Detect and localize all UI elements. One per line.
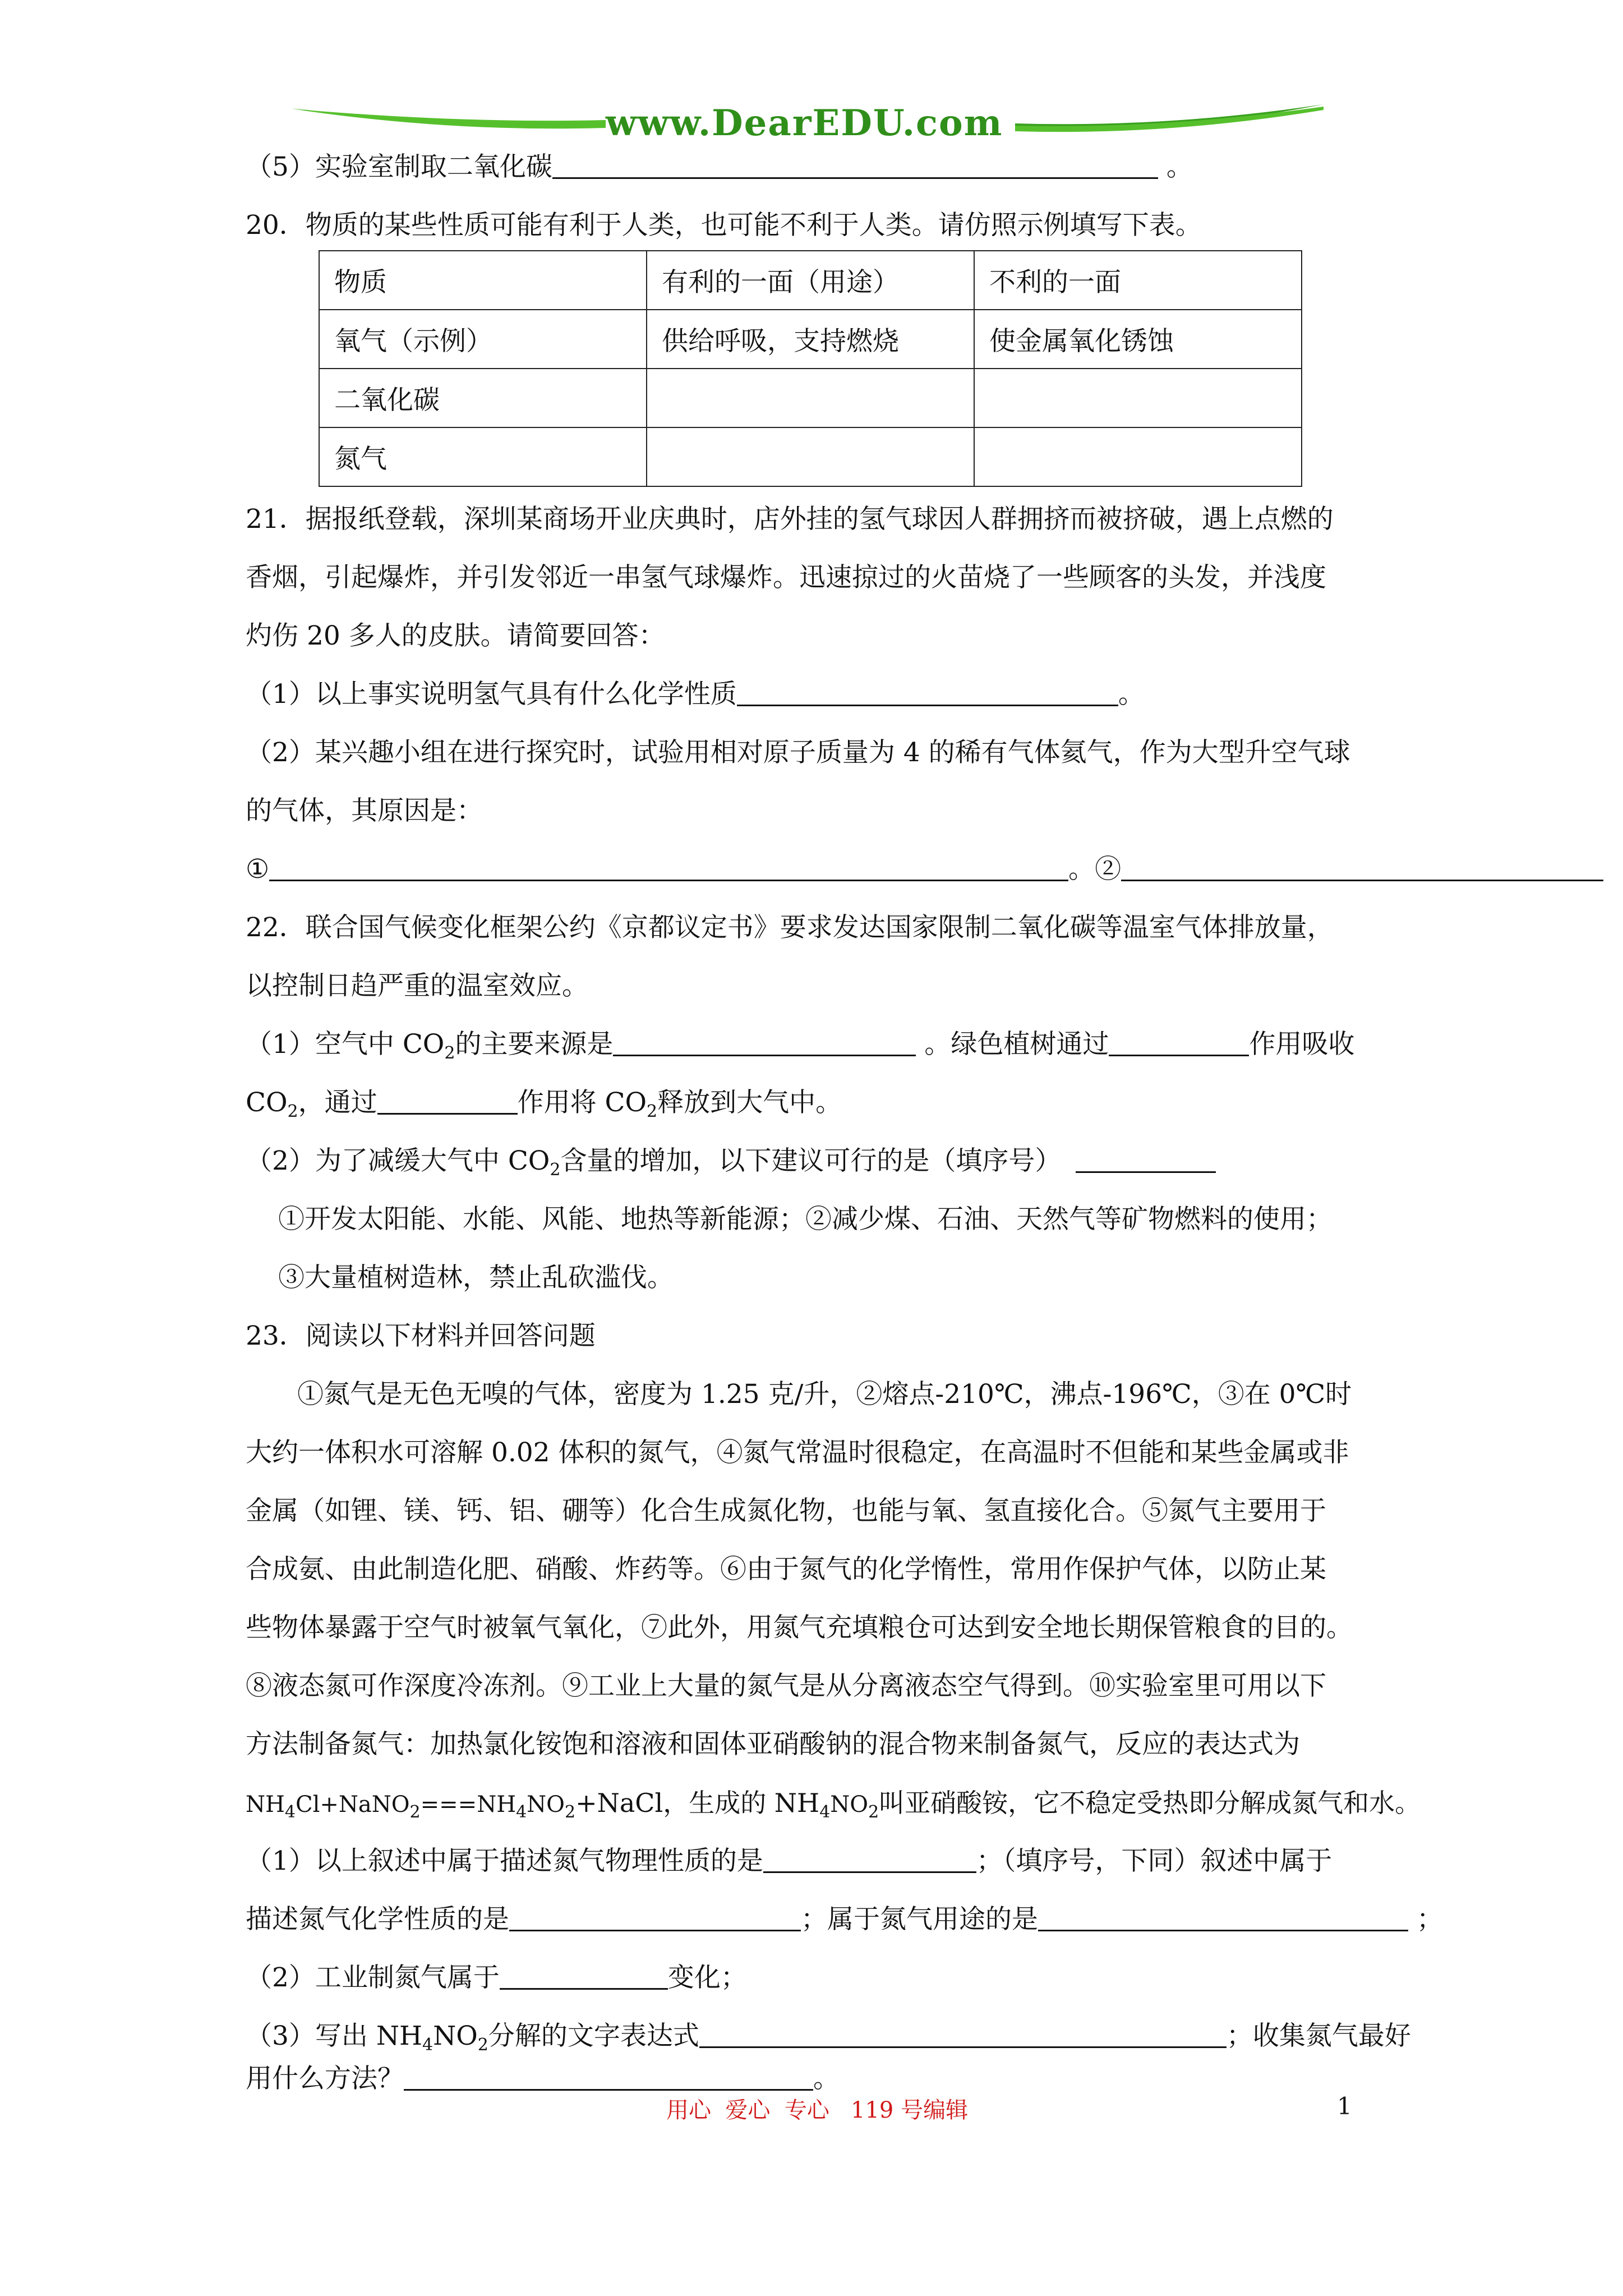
subscript: 4 xyxy=(819,1802,831,1822)
site-logo: www.DearEDU.com xyxy=(606,102,1003,144)
table-header-cell: 物质 xyxy=(319,251,647,310)
text: NO xyxy=(433,2021,478,2051)
q21-line3: 灼伤 20 多人的皮肤。请简要回答： xyxy=(246,620,665,651)
text: （2）工业制氮气属于 xyxy=(246,1962,500,1993)
table-cell-answer[interactable] xyxy=(974,427,1302,486)
answer-blank[interactable] xyxy=(613,1030,916,1056)
text: （5）实验室制取二氧化碳 xyxy=(246,151,552,182)
text: （1）以上事实说明氢气具有什么化学性质 xyxy=(246,679,737,710)
table-row xyxy=(319,369,1302,427)
q21-sub1 xyxy=(246,678,1145,711)
table-header-row xyxy=(319,251,1302,310)
text: ① xyxy=(246,854,270,885)
table-cell: 二氧化碳 xyxy=(319,369,647,427)
text: 作用吸收 xyxy=(1249,1029,1355,1060)
text: ；（填序号，下同）叙述中属于 xyxy=(976,1846,1332,1876)
header-banner xyxy=(292,95,1324,157)
table-header-cell: 不利的一面 xyxy=(974,251,1302,310)
answer-blank[interactable] xyxy=(404,2064,813,2091)
q23-prompt: 23．阅读以下材料并回答问题 xyxy=(246,1320,596,1351)
subscript: 2 xyxy=(550,1160,561,1180)
table-row xyxy=(319,310,1302,369)
q22-line1: 22．联合国气候变化框架公约《京都议定书》要求发达国家限制二氧化碳等温室气体排放量， xyxy=(246,912,1334,943)
q20-prompt: 20．物质的某些性质可能有利于人类，也可能不利于人类。请仿照示例填写下表。 xyxy=(246,210,1202,241)
text: 。绿色植树通过 xyxy=(916,1029,1109,1060)
subscript: 4 xyxy=(516,1802,527,1822)
q22-options1: ①开发太阳能、水能、风能、地热等新能源；②减少煤、石油、天然气等矿物燃料的使用； xyxy=(278,1204,1332,1235)
table-row xyxy=(319,427,1302,486)
subscript: 2 xyxy=(444,1043,455,1063)
q23-sub1-cont xyxy=(246,1903,1443,1936)
text: CO xyxy=(246,1087,288,1118)
page-number: 1 xyxy=(1337,2092,1352,2120)
table-cell-answer[interactable] xyxy=(974,369,1302,427)
answer-blank[interactable] xyxy=(1076,1147,1216,1173)
q20-table xyxy=(319,250,1302,487)
answer-blank[interactable] xyxy=(737,680,1118,706)
text: 的主要来源是 xyxy=(455,1029,614,1060)
text: ，通过 xyxy=(298,1087,377,1118)
text: 叫亚硝酸铵，它不稳定受热即分解成氮气和水。 xyxy=(879,1788,1421,1818)
q23-passage-line: ①氮气是无色无嗅的气体，密度为 1.25 克/升，②熔点-210℃，沸点-196℃，③在 0℃时 xyxy=(297,1379,1352,1410)
text: 。② xyxy=(1068,854,1122,885)
footer-credit: 用心 爱心 专心 119 号编辑 xyxy=(666,2097,969,2123)
q23-passage-line: 合成氨、由此制造化肥、硝酸、炸药等。⑥由于氮气的化学惰性，常用作保护气体，以防止某 xyxy=(246,1554,1326,1585)
text: 。 xyxy=(813,2063,840,2094)
answer-blank[interactable] xyxy=(500,1963,668,1990)
text: 释放到大气中。 xyxy=(657,1087,842,1118)
subscript: 2 xyxy=(477,2035,488,2055)
text: 变化； xyxy=(667,1962,747,1993)
q23-passage-line: 金属（如锂、镁、钙、铝、硼等）化合生成氮化物，也能与氧、氢直接化合。⑤氮气主要用于 xyxy=(246,1496,1326,1526)
text: 作用将 CO xyxy=(517,1087,647,1118)
answer-blank[interactable] xyxy=(763,1847,976,1873)
table-cell: 氮气 xyxy=(319,427,647,486)
subscript: 2 xyxy=(868,1802,879,1822)
text: ； xyxy=(1408,1904,1443,1935)
q23-passage-equation xyxy=(246,1786,1421,1821)
table-cell-answer[interactable] xyxy=(647,427,974,486)
q23-sub3 xyxy=(246,2019,1411,2053)
table-cell: 供给呼吸，支持燃烧 xyxy=(647,310,974,369)
text: NO xyxy=(830,1792,869,1818)
answer-blank[interactable] xyxy=(1038,1905,1408,1931)
text: 用什么方法？ xyxy=(246,2063,404,2094)
q21-line1: 21．据报纸登载，深圳某商场开业庆典时，店外挂的氢气球因人群拥挤而被挤破，遇上点燃的 xyxy=(246,504,1334,535)
table-cell: 氧气（示例） xyxy=(319,310,647,369)
q22-sub1 xyxy=(246,1028,1354,1061)
answer-blank[interactable] xyxy=(1121,855,1603,881)
text: 。 xyxy=(1158,151,1193,182)
text: 分解的文字表达式 xyxy=(488,2021,699,2051)
text: （3）写出 NH xyxy=(246,2021,422,2051)
text: NH xyxy=(246,1792,285,1818)
answer-blank[interactable] xyxy=(269,855,1068,881)
q23-passage-line: ⑧液态氮可作深度冷冻剂。⑨工业上大量的氮气是从分离液态空气得到。⑩实验室里可用以下 xyxy=(246,1671,1326,1701)
q22-sub2 xyxy=(246,1144,1216,1178)
text: ；属于氮气用途的是 xyxy=(801,1904,1038,1935)
q22-options2: ③大量植树造林，禁止乱砍滥伐。 xyxy=(278,1262,674,1293)
answer-blank[interactable] xyxy=(552,153,1158,179)
subscript: 4 xyxy=(284,1802,296,1822)
answer-blank[interactable] xyxy=(509,1905,801,1931)
q23-sub3-cont xyxy=(246,2062,840,2096)
text: Cl+NaNO xyxy=(295,1792,410,1818)
text: NO xyxy=(527,1792,565,1818)
text: （1）空气中 CO xyxy=(246,1029,445,1060)
answer-blank[interactable] xyxy=(1109,1030,1249,1056)
q19-item5 xyxy=(246,150,1193,184)
q22-line2: 以控制日趋严重的温室效应。 xyxy=(246,970,588,1001)
answer-blank[interactable] xyxy=(699,2022,1227,2048)
q21-sub2: （2）某兴趣小组在进行探究时，试验用相对原子质量为 4 的稀有气体氦气，作为大型升空气球 xyxy=(246,737,1350,768)
text: 含量的增加，以下建议可行的是（填序号） xyxy=(560,1145,1062,1176)
q22-sub1-cont xyxy=(246,1086,842,1120)
answer-blank[interactable] xyxy=(377,1088,518,1115)
text: ===NH xyxy=(420,1792,517,1818)
subscript: 2 xyxy=(564,1802,576,1822)
q21-sub2-cont: 的气体，其原因是： xyxy=(246,795,483,826)
table-cell: 使金属氧化锈蚀 xyxy=(974,310,1302,369)
text: （2）为了减缓大气中 CO xyxy=(246,1145,550,1176)
q21-line2: 香烟，引起爆炸，并引发邻近一串氢气球爆炸。迅速掠过的火苗烧了一些顾客的头发，并浅度 xyxy=(246,562,1326,593)
q23-passage-line: 方法制备氮气：加热氯化铵饱和溶液和固体亚硝酸钠的混合物来制备氮气，反应的表达式为 xyxy=(246,1729,1300,1760)
q23-sub2 xyxy=(246,1961,747,1995)
table-header-cell: 有利的一面（用途） xyxy=(647,251,974,310)
text: （1）以上叙述中属于描述氮气物理性质的是 xyxy=(246,1846,763,1876)
q21-reasons xyxy=(246,853,1603,886)
q23-passage-line: 些物体暴露于空气时被氧气氧化，⑦此外，用氮气充填粮仓可达到安全地长期保管粮食的目的。 xyxy=(246,1612,1353,1643)
text: 。 xyxy=(1118,679,1145,710)
subscript: 2 xyxy=(287,1102,298,1121)
text: 描述氮气化学性质的是 xyxy=(246,1904,509,1935)
subscript: 2 xyxy=(409,1802,421,1822)
subscript: 2 xyxy=(647,1102,658,1121)
q23-sub1 xyxy=(246,1844,1332,1878)
text: ；收集氮气最好 xyxy=(1226,2021,1411,2051)
subscript: 4 xyxy=(422,2035,434,2055)
table-cell-answer[interactable] xyxy=(647,369,974,427)
text: +NaCl，生成的 NH xyxy=(575,1788,820,1818)
q23-passage-line: 大约一体积水可溶解 0.02 体积的氮气，④氮气常温时很稳定，在高温时不但能和某些金属或非 xyxy=(246,1437,1349,1468)
